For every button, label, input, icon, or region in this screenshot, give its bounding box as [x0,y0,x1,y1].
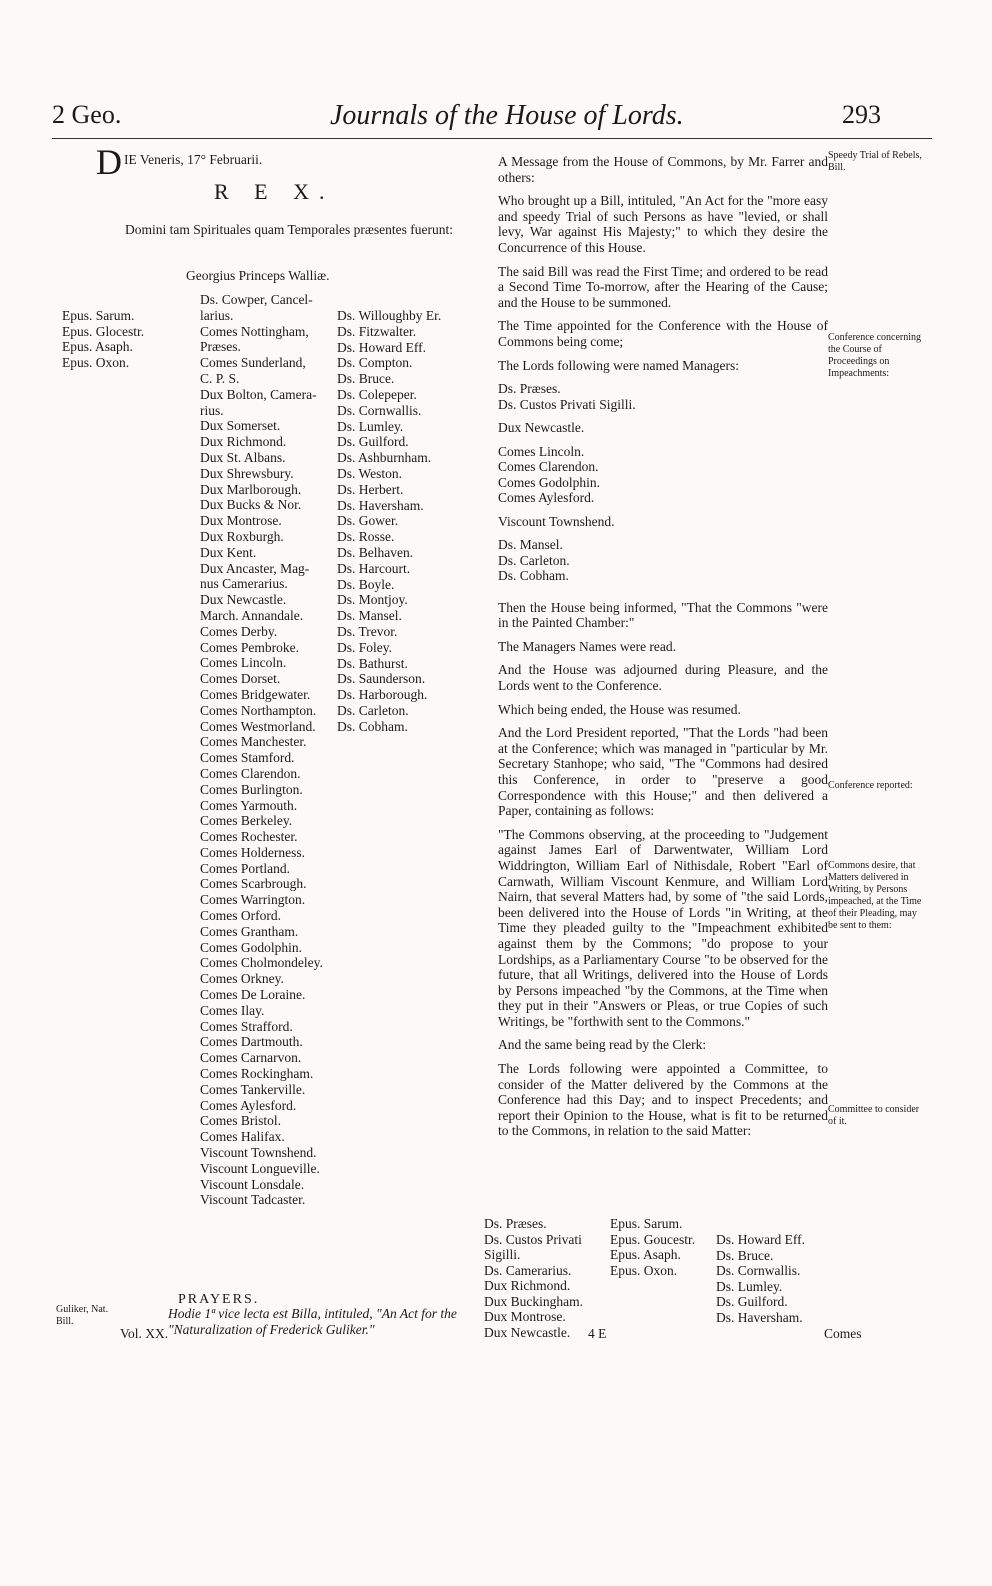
day-line [96,144,262,180]
lord-item: Dux Somerset. [200,418,281,434]
manager-item [498,529,828,537]
manager-item: Dux Newcastle. [498,420,585,436]
lord-item: Comes Nottingham, [200,323,309,339]
margin-note-3: Conference reported: [828,780,913,791]
manager-item: Ds. Carleton. [498,552,570,568]
lord-item: Comes Grantham. [200,923,299,939]
lord-item: Comes Northampton. [200,702,317,718]
lord-item: Comes Burlington. [200,781,303,797]
committee-item: Sigilli. [484,1247,521,1262]
lord-item: Comes Berkeley. [200,813,293,829]
ds-item: Ds. Mansel. [337,608,402,624]
ds-item: Ds. Guilford. [337,434,409,450]
prayers-heading: PRAYERS. [178,1292,260,1307]
lord-item: Dux Newcastle. [200,592,287,608]
ds-item: Ds. Harcourt. [337,560,411,576]
lord-item: Comes Warrington. [200,892,306,908]
lord-item: Comes Orkney. [200,971,284,987]
drop-cap: D [96,142,122,182]
epus-item: Epus. Glocestr. [62,323,145,339]
lord-item: Comes Rochester. [200,829,298,845]
manager-item [498,506,828,514]
manager-item: Comes Lincoln. [498,443,585,459]
ds-item: Ds. Montjoy. [337,592,408,608]
lord-item: Comes Sunderland, [200,355,306,371]
manager-item: Comes Godolphin. [498,474,601,490]
lord-item: Comes Rockingham. [200,1066,314,1082]
ds-item: Ds. Colepeper. [337,386,417,402]
epus-item: Epus. Oxon. [62,354,130,370]
manager-item: Ds. Mansel. [498,537,563,553]
managers-list [498,381,828,584]
manager-item: Ds. Custos Privati Sigilli. [498,396,636,412]
ds-item: Ds. Herbert. [337,481,404,497]
header-left: 2 Geo. [52,100,122,129]
page-number: 293 [842,100,881,129]
epus-item: Epus. Sarum. [62,308,135,323]
ds-item: Ds. Cobham. [337,718,408,734]
committee-item: Epus. Goucestr. [610,1231,696,1247]
lord-item: Comes Godolphin. [200,939,303,955]
lord-item: Comes Bristol. [200,1113,282,1129]
lord-item: Dux Bolton, Camera- [200,386,317,402]
lord-item: Dux Roxburgh. [200,528,284,544]
lord-item: larius. [200,307,234,323]
committee-item: Ds. Guilford. [716,1294,788,1309]
managers-intro: The Lords following were named Managers: [498,357,740,373]
prince-line: Georgius Princeps Walliæ. [186,268,330,283]
ds-item: Ds. Fitzwalter. [337,323,417,339]
committee-col3 [716,1232,805,1325]
lord-item: Comes Tankerville. [200,1081,306,1097]
ds-item: Ds. Belhaven. [337,544,414,560]
ds-item: Ds. Willoughby Er. [337,308,442,323]
epus-list [62,308,144,370]
resumed-para: Which being ended, the House was resumed. [498,701,741,717]
manager-item [498,412,828,420]
ds-item: Ds. Cornwallis. [337,402,422,418]
lord-item: Viscount Lonsdale. [200,1176,305,1192]
ds-item: Ds. Rosse. [337,529,395,545]
ds-item: Ds. Trevor. [337,623,398,639]
ds-item: Ds. Boyle. [337,576,395,592]
ds-item: Ds. Weston. [337,465,403,481]
lord-item: Comes Portland. [200,860,290,876]
committee-item: Ds. Lumley. [716,1278,783,1294]
hodie-line: Hodie 1ª vice lecta est Billa, intituled, "An Act for the "Naturalization of Frederick Guliker." [168,1306,457,1337]
margin-note-1: Speedy Trial of Rebels, Bill. [828,150,922,173]
ds-item: Ds. Bathurst. [337,655,408,671]
ds-item: Ds. Foley. [337,639,393,655]
committee-item: Dux Newcastle. [484,1324,571,1340]
lord-item: nus Camerarius. [200,576,288,592]
lord-item: Dux Bucks & Nor. [200,497,302,513]
ds-list [337,308,441,735]
epus-item: Epus. Asaph. [62,339,133,354]
committee-item: Ds. Præses. [484,1216,547,1231]
margin-note-5: Committee to consider of it. [828,1104,920,1127]
committee-item: Ds. Custos Privati [484,1231,582,1247]
lord-item: Dux Ancaster, Mag- [200,560,310,576]
lord-item: March. Annandale. [200,607,304,623]
lord-item: Comes Scarbrough. [200,876,307,892]
lord-item: Comes Pembroke. [200,639,299,655]
committee-item: Ds. Howard Eff. [716,1232,805,1247]
manager-item [498,436,828,444]
first-reading-para: The said Bill was read the First Time; and ordered to be read a Second Time To-morrow, after the Hearing of the Cause; and the House to be summoned. [498,263,828,310]
committee-col1 [484,1216,583,1340]
ds-item: Ds. Haversham. [337,497,424,513]
lord-item: Comes Yarmouth. [200,797,298,813]
manager-item: Comes Clarendon. [498,459,599,475]
lord-item: Præses. [200,339,241,355]
lord-item: Comes Halifax. [200,1129,285,1145]
lord-item: C. P. S. [200,370,240,386]
lord-item: Dux Kent. [200,544,257,560]
manager-item: Ds. Cobham. [498,568,569,584]
lord-item: Comes Ilay. [200,1002,265,1018]
conference-para: The Time appointed for the Conference with the House of Commons being come; [498,318,828,349]
lord-item: Comes Dorset. [200,671,281,687]
report-para: And the Lord President reported, "That the Lords "had been at the Conference; which was managed in "particular by Mr. Secretary Stanhope; who said, "The "Commons had desired this Conference, in order to "preserve a good Correspondence with this House;" and then delivered a Paper, containing as follows: [498,725,828,819]
committee-item: Dux Montrose. [484,1309,566,1324]
ds-item: Ds. Saunderson. [337,671,426,687]
ds-item: Ds. Ashburnham. [337,450,432,466]
manager-item: Viscount Townshend. [498,513,615,529]
lord-item: rius. [200,402,224,418]
left-margin-note: Guliker, Nat. Bill. [56,1304,109,1327]
lord-item: Comes Aylesford. [200,1097,297,1113]
informed-para: Then the House being informed, "That the Commons "were in the Painted Chamber:" [498,599,828,631]
committee-item: Ds. Camerarius. [484,1262,572,1278]
lord-item: Comes Holderness. [200,844,305,860]
header-title: Journals of the House of Lords. [330,100,684,131]
lord-item: Dux Montrose. [200,513,282,529]
lord-item: Comes Manchester. [200,734,307,750]
lord-item: Dux Richmond. [200,434,287,450]
catchword: Comes [824,1326,862,1341]
lord-item: Comes Strafford. [200,1018,293,1034]
lord-item: Comes Orford. [200,908,281,924]
lord-item: Dux Marlborough. [200,481,302,497]
committee-col2 [610,1216,695,1278]
ds-item: Ds. Harborough. [337,687,428,703]
lord-item: Comes Bridgewater. [200,686,311,702]
lord-item: Comes Derby. [200,623,278,639]
rex-heading: R E X. [214,179,335,204]
lord-item: Comes De Loraine. [200,987,306,1003]
paper-para: "The Commons observing, at the proceeding to "Judgement against James Earl of Darwentwater, William Lord Widdrington, William Earl of Nithisdale, Robert "Earl of Carnwath, William Viscount Kenmure, and William Lord Nairn, that several Matters had, by some of "the said Lords, been delivered into the House of Lords "in Writing, at the Time they pleaded guilty to the "Impeachment exhibited against them by the Commons; "do propose to your Lordships, as a Parliamentary Course "to be observed for the future, that all Writings, delivered into the House of Lords by Persons impeached "by the Commons, at the Time when they put in their "Answers or Pleas, or true Copies of such Writings, be "forthwith sent to the Commons." [498,826,828,1029]
lord-item: Ds. Cowper, Cancel- [200,292,313,307]
right-column [498,154,828,1147]
domini-line: Domini tam Spirituales quam Temporales præsentes fuerunt: [125,222,453,237]
committee-para: The Lords following were appointed a Committee, to consider of the Matter delivered by the Commons at the Conference had this Day; and to inspect Precedents; and report their Opinion to the House, what is fit to be returned to the Commons, in relation to the said Matter: [498,1061,828,1139]
lord-item: Viscount Townshend. [200,1145,317,1161]
clerk-para: And the same being read by the Clerk: [498,1037,707,1053]
lord-item: Comes Clarendon. [200,765,301,781]
middle-list [200,292,323,1208]
bill-para: Who brought up a Bill, intituled, "An Act for the "more easy and speedy Trial of such Persons as have "levied, or shall levy, War against His Majesty;" to which they desire the Concurrence of this House. [498,193,828,255]
lord-item: Comes Dartmouth. [200,1034,303,1050]
adjourned-para: And the House was adjourned during Pleasure, and the Lords went to the Conference. [498,662,828,693]
committee-item: Ds. Haversham. [716,1309,803,1325]
message-para: A Message from the House of Commons, by Mr. Farrer and others: [498,154,828,185]
manager-item: Ds. Præses. [498,381,561,397]
manager-item: Comes Aylesford. [498,490,595,506]
names-read-para: The Managers Names were read. [498,638,677,654]
committee-item: Dux Buckingham. [484,1293,583,1309]
lord-item: Dux Shrewsbury. [200,465,294,481]
lord-item: Dux St. Albans. [200,449,286,465]
lord-item: Comes Lincoln. [200,655,287,671]
margin-note-2: Conference concerning the Course of Proceedings on Impeachments: [828,332,922,379]
committee-item: Epus. Oxon. [610,1262,678,1278]
day-text: IE Veneris, 17° Februarii. [124,152,263,167]
ds-item: Ds. Bruce. [337,371,395,387]
ds-item: Ds. Lumley. [337,418,404,434]
committee-item: Ds. Cornwallis. [716,1263,801,1278]
volume-line: Vol. XX. [120,1326,169,1341]
committee-item: Dux Richmond. [484,1278,571,1293]
lord-item: Viscount Tadcaster. [200,1192,306,1208]
lord-item: Comes Westmorland. [200,718,316,734]
committee-item: Ds. Bruce. [716,1247,774,1263]
ds-item: Ds. Carleton. [337,702,409,718]
ds-item: Ds. Howard Eff. [337,339,426,355]
committee-item: Epus. Sarum. [610,1216,683,1231]
committee-item: Epus. Asaph. [610,1247,681,1262]
lord-item: Comes Stamford. [200,750,295,766]
signature-mark: 4 E [588,1326,607,1341]
header-rule [52,138,932,139]
ds-item: Ds. Gower. [337,513,399,529]
ds-item: Ds. Compton. [337,355,413,371]
lord-item: Comes Cholmondeley. [200,955,323,971]
lord-item: Comes Carnarvon. [200,1050,302,1066]
margin-note-4: Commons desire, that Matters delivered in Writing, by Persons impeached, at the Time of their Pleading, may be sent to them: [828,860,922,931]
lord-item: Viscount Longueville. [200,1160,320,1176]
